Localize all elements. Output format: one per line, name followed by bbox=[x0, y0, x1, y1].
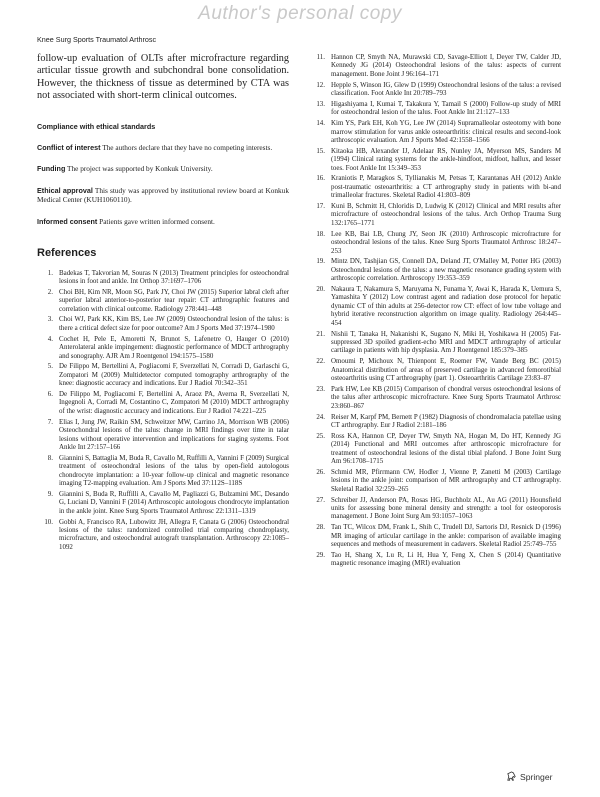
reference-number: 23. bbox=[316, 384, 325, 393]
reference-text: De Filippo M, Pogliacomi F, Bertellini A, Araoz PA, Averna R, Sverzellati N, Ingegnoli A, Corradi M, Costantino C, Zompatori M (2010) MDCT arthrography of the wrist: diagnostic accuracy and indications. Eur J Radiol 74:221–225 bbox=[59, 389, 289, 415]
reference-number: 15. bbox=[316, 146, 325, 155]
reference-number: 8. bbox=[47, 453, 53, 462]
reference-text: Park HW, Lee KB (2015) Comparison of chondral versus osteochondral lesions of the talus after arthroscopic microfracture. Knee Surg Sports Traumatol Arthrosc 23:860–867 bbox=[331, 384, 561, 410]
reference-text: Cochet H, Pele E, Amoretti N, Brunot S, Lafenetre O, Hauger O (2010) Anterolateral ankle impingement: diagnostic performance of MDCT arthrography and sonography. AJR Am J Roentgenol 194:1575–1580 bbox=[59, 334, 289, 360]
reference-number: 19. bbox=[316, 257, 325, 266]
reference-item bbox=[309, 385, 561, 410]
reference-number: 27. bbox=[316, 495, 325, 504]
reference-number: 24. bbox=[316, 412, 325, 421]
reference-number: 25. bbox=[316, 431, 325, 440]
publisher-logo bbox=[506, 771, 552, 782]
reference-text: Hannon CP, Smyth NA, Murawski CD, Savage-Elliott I, Deyer TW, Calder JD, Kennedy JG (2014) Osteochondral lesions of the talus: aspects of current management. Bone Joint J 96:164–171 bbox=[331, 53, 561, 78]
reference-text: Higashiyama I, Kumai T, Takakura Y, Tamail S (2000) Follow-up study of MRI for osteochondral lesion of the talus. Foot Ankle Int 21:127–133 bbox=[331, 99, 561, 117]
reference-text: Kuni B, Schmitt H, Chloridis D, Ludwig K (2012) Clinical and MRI results after microfracture of osteochondral lesions of the talus. Arch Orthop Trauma Surg 132:1765–1771 bbox=[331, 202, 561, 227]
reference-number: 29. bbox=[316, 550, 325, 559]
reference-item bbox=[37, 454, 289, 488]
references-heading: References bbox=[37, 246, 97, 259]
reference-item bbox=[309, 174, 561, 199]
reference-text: Elias I, Jung JW, Raikin SM, Schweitzer MW, Carrino JA, Morrison WB (2006) Osteochondral lesions of the talus: change in MRI findings over time in talar lesions without operative intervention and implications for staging systems. Foot Ankle Int 27:157–166 bbox=[59, 417, 289, 451]
reference-item bbox=[309, 523, 561, 548]
reference-number: 10. bbox=[44, 517, 53, 526]
reference-item bbox=[309, 230, 561, 255]
statement-label: Ethical approval bbox=[37, 185, 93, 195]
reference-item bbox=[309, 119, 561, 144]
reference-text: Mintz DN, Tashjian GS, Connell DA, Deland JT, O'Malley M, Potter HG (2003) Osteochondral lesions of the talus: a new magnetic resonance grading system with arthroscopic correlation. Arthroscopy 19:353–359 bbox=[331, 257, 561, 283]
reference-text: Omoumi P, Michoux N, Thienpont E, Roemer FW, Vande Berg BC (2015) Anatomical distribution of areas of preserved cartilage in advanced femorotibial osteoarthritis using CT arthrography (part 1). Osteoarthritis Cartilage 23:83–87 bbox=[331, 357, 561, 383]
statement-text: Patients gave written informed consent. bbox=[97, 217, 215, 226]
reference-number: 26. bbox=[316, 467, 325, 476]
statement-text: This study was approved by institutional review board at Konkuk Medical Center (KUH1060110). bbox=[37, 185, 289, 205]
references-list-right bbox=[309, 53, 561, 568]
reference-text: Schmid MR, Pfirrmann CW, Hodler J, Vienne P, Zanetti M (2003) Cartilage lesions in the ankle joint: comparison of MR arthrography and CT arthrography. Skeletal Radiol 32:259–265 bbox=[331, 467, 561, 493]
funding-statement bbox=[37, 164, 289, 174]
statement-text: The project was supported by Konkuk University. bbox=[65, 164, 213, 174]
reference-item bbox=[37, 518, 289, 552]
reference-number: 14. bbox=[316, 119, 325, 128]
reference-text: Kim YS, Park EH, Koh YG, Lee JW (2014) Supramalleolar osteotomy with bone marrow stimulation for varus ankle osteoarthritis: clinical results and second-look arthroscopic evaluation. Am J Sports Med 42:1558–1566 bbox=[331, 119, 561, 144]
reference-item bbox=[309, 202, 561, 227]
statement-label: Funding bbox=[37, 164, 66, 174]
reference-item bbox=[37, 335, 289, 360]
reference-text: Tao H, Shang X, Lu R, Li H, Hua Y, Feng X, Chen S (2014) Quantitative magnetic resonance imaging (MRI) evaluation bbox=[331, 550, 561, 568]
reference-item bbox=[309, 53, 561, 78]
reference-text: Hepple S, Winson IG, Glew D (1999) Osteochondral lesions of the talus: a revised classification. Foot Ankle Int 20:789–793 bbox=[331, 80, 561, 98]
publisher-name: Springer bbox=[520, 771, 553, 782]
reference-number: 7. bbox=[47, 417, 53, 426]
reference-text: Giannini S, Buda R, Ruffilli A, Cavallo M, Pagliazzi G, Bulzamini MC, Desando G, Luciani D, Vannini F (2014) Arthroscopic autologous chondrocyte implantation in the ankle joint. Knee Surg Sports Traumatol Arthrosc 22:1311–1319 bbox=[59, 489, 289, 515]
reference-text: Kitaoka HB, Alexander IJ, Adelaar RS, Nunley JA, Myerson MS, Sanders M (1994) Clinical rating systems for the ankle-hindfoot, midfoot, hallux, and lesser toes. Foot Ankle Int 15:349–353 bbox=[331, 146, 561, 172]
ethical-approval-statement bbox=[37, 186, 289, 205]
reference-text: Badekas T, Takvorian M, Souras N (2013) Treatment principles for osteochondral lesions in foot and ankle. Int Orthop 37:1697–1706 bbox=[59, 268, 289, 286]
reference-item bbox=[309, 357, 561, 382]
reference-text: Choi BH, Kim NR, Moon SG, Park JY, Choi JW (2015) Superior labral cleft after superior labral anterior-to-posterior tear repair: CT arthrographic features and correlation with clinical outcome. Radiology 278:441–448 bbox=[59, 287, 289, 313]
references-list-left bbox=[37, 269, 289, 552]
left-column bbox=[37, 53, 289, 554]
reference-number: 9. bbox=[47, 489, 53, 498]
reference-item bbox=[309, 285, 561, 327]
reference-number: 17. bbox=[316, 202, 325, 211]
reference-number: 28. bbox=[316, 523, 325, 532]
reference-number: 4. bbox=[47, 334, 53, 343]
reference-item bbox=[309, 413, 561, 430]
reference-item bbox=[309, 432, 561, 466]
reference-number: 6. bbox=[47, 389, 53, 398]
reference-item bbox=[309, 551, 561, 568]
reference-item bbox=[37, 390, 289, 415]
reference-text: Reiser M, Karpf PM, Bernett P (1982) Diagnosis of chondromalacia patellae using CT arthrography. Eur J Radiol 2:181–186 bbox=[331, 412, 561, 429]
reference-number: 21. bbox=[316, 329, 325, 338]
statement-text: The authors declare that they have no competing interests. bbox=[100, 142, 273, 152]
intro-paragraph: follow-up evaluation of OLTs after microfracture regarding articular tissue growth and subchondral bone consolidation. However, the thickness of tissue as determined by CTA was not associated with short-term clinical outcomes. bbox=[37, 53, 289, 102]
reference-number: 18. bbox=[316, 229, 325, 238]
reference-item bbox=[37, 269, 289, 286]
reference-item bbox=[37, 490, 289, 515]
reference-number: 12. bbox=[316, 80, 325, 89]
reference-item bbox=[37, 362, 289, 387]
statement-label: Informed consent bbox=[37, 217, 98, 226]
reference-text: Gobbi A, Francisco RA, Lubowitz JH, Allegra F, Canata G (2006) Osteochondral lesions of the talus: randomized controlled trial comparing chondroplasty, microfracture, and osteochondral autograft transplantation. Arthroscopy 22:1085–1092 bbox=[59, 517, 289, 551]
reference-item bbox=[309, 496, 561, 521]
reference-text: De Filippo M, Bertellini A, Pogliacomi F, Sverzellati N, Corradi D, Garlaschi G, Zompatori M (2009) Multidetector computed tomography arthrography of the knee: diagnostic accuracy and indications. Eur J Radiol 70:342–351 bbox=[59, 362, 289, 388]
reference-number: 2. bbox=[47, 287, 53, 296]
reference-item bbox=[309, 100, 561, 117]
reference-text: Kraniotis P, Maragkos S, Tyllianakis M, Petsas T, Karantanas AH (2012) Ankle post-traumatic osteoarthritis: a CT arthrography study in patients with bi-and trimalleolar fractures. Skeletal Radiol 41:803–809 bbox=[331, 174, 561, 200]
reference-text: Tan TC, Wilcox DM, Frank L, Shih C, Trudell DJ, Sartoris DJ, Resnick D (1996) MR imaging of articular cartilage in the ankle: comparison of available imaging sequences and methods of measurement in cadavers. Skeletal Radiol 25:749–755 bbox=[331, 523, 561, 549]
reference-number: 13. bbox=[316, 99, 325, 108]
reference-number: 1. bbox=[47, 268, 53, 277]
reference-item bbox=[309, 330, 561, 355]
reference-number: 22. bbox=[316, 357, 325, 366]
reference-number: 3. bbox=[47, 315, 53, 324]
watermark: Author's personal copy bbox=[198, 3, 402, 24]
reference-item bbox=[309, 468, 561, 493]
statement-label: Conflict of interest bbox=[37, 142, 101, 152]
reference-number: 20. bbox=[316, 285, 325, 293]
informed-consent-statement bbox=[37, 217, 289, 227]
reference-text: Choi WJ, Park KK, Kim BS, Lee JW (2009) Osteochondral lesion of the talus: is there a critical defect size for poor outcome? Am J Sports Med 37:1974–1980 bbox=[59, 315, 289, 332]
reference-text: Nakaura T, Nakamura S, Maruyama N, Funama Y, Awai K, Harada K, Uemura S, Yamashita Y (2012) Low contrast agent and radiation dose protocol for hepatic dynamic CT of thin adults at 256-detector row CT: effect of low tube voltage and hybrid iterative reconstruction algorithm on image quality. Radiology 264:445–454 bbox=[331, 285, 561, 327]
reference-item bbox=[37, 315, 289, 332]
reference-number: 16. bbox=[316, 174, 325, 183]
reference-text: Lee KB, Bai LB, Chung JY, Seon JK (2010) Arthroscopic microfracture for osteochondral lesions of the talus. Knee Surg Sports Traumatol Arthrosc 18:247–253 bbox=[331, 229, 561, 255]
reference-item bbox=[309, 81, 561, 98]
reference-text: Giannini S, Battaglia M, Buda R, Cavallo M, Ruffilli A, Vannini F (2009) Surgical treatment of osteochondral lesions of the talus by open-field autologous chondrocyte implantation: a 10-year follow-up clinical and magnetic resonance imaging T2-mapping evaluation. Am J Sports Med 37:112S–118S bbox=[59, 453, 289, 488]
reference-item bbox=[37, 418, 289, 452]
reference-item bbox=[37, 288, 289, 313]
reference-number: 5. bbox=[47, 362, 53, 371]
right-column bbox=[309, 53, 561, 570]
reference-text: Ross KA, Hannon CP, Deyer TW, Smyth NA, Hogan M, Do HT, Kennedy JG (2014) Functional and MRI outcomes after arthroscopic microfracture for treatment of osteochondral lesions of the distal tibial plafond. J Bone Joint Surg Am 96:1708–1715 bbox=[331, 431, 561, 466]
ethics-heading: Compliance with ethical standards bbox=[37, 121, 156, 131]
conflict-of-interest bbox=[37, 143, 289, 153]
springer-horse-icon bbox=[506, 771, 517, 782]
reference-number: 11. bbox=[316, 53, 325, 61]
journal-header: Knee Surg Sports Traumatol Arthrosc bbox=[37, 35, 157, 44]
reference-item bbox=[309, 147, 561, 172]
reference-text: Nishii T, Tanaka H, Nakanishi K, Sugano N, Miki H, Yoshikawa H (2005) Fat-suppressed 3D spoiled gradient-echo MRI and MDCT arthrography of articular cartilage in patients with hip dysplasia. Am J Roentgenol 185:379–385 bbox=[331, 329, 561, 355]
reference-text: Schreiber JJ, Anderson PA, Rosas HG, Buchholz AL, Au AG (2011) Hounsfield units for assessing bone mineral density and strength: a tool for osteoporosis management. J Bone Joint Surg Am 93:1057–1063 bbox=[331, 495, 561, 521]
reference-item bbox=[309, 257, 561, 282]
